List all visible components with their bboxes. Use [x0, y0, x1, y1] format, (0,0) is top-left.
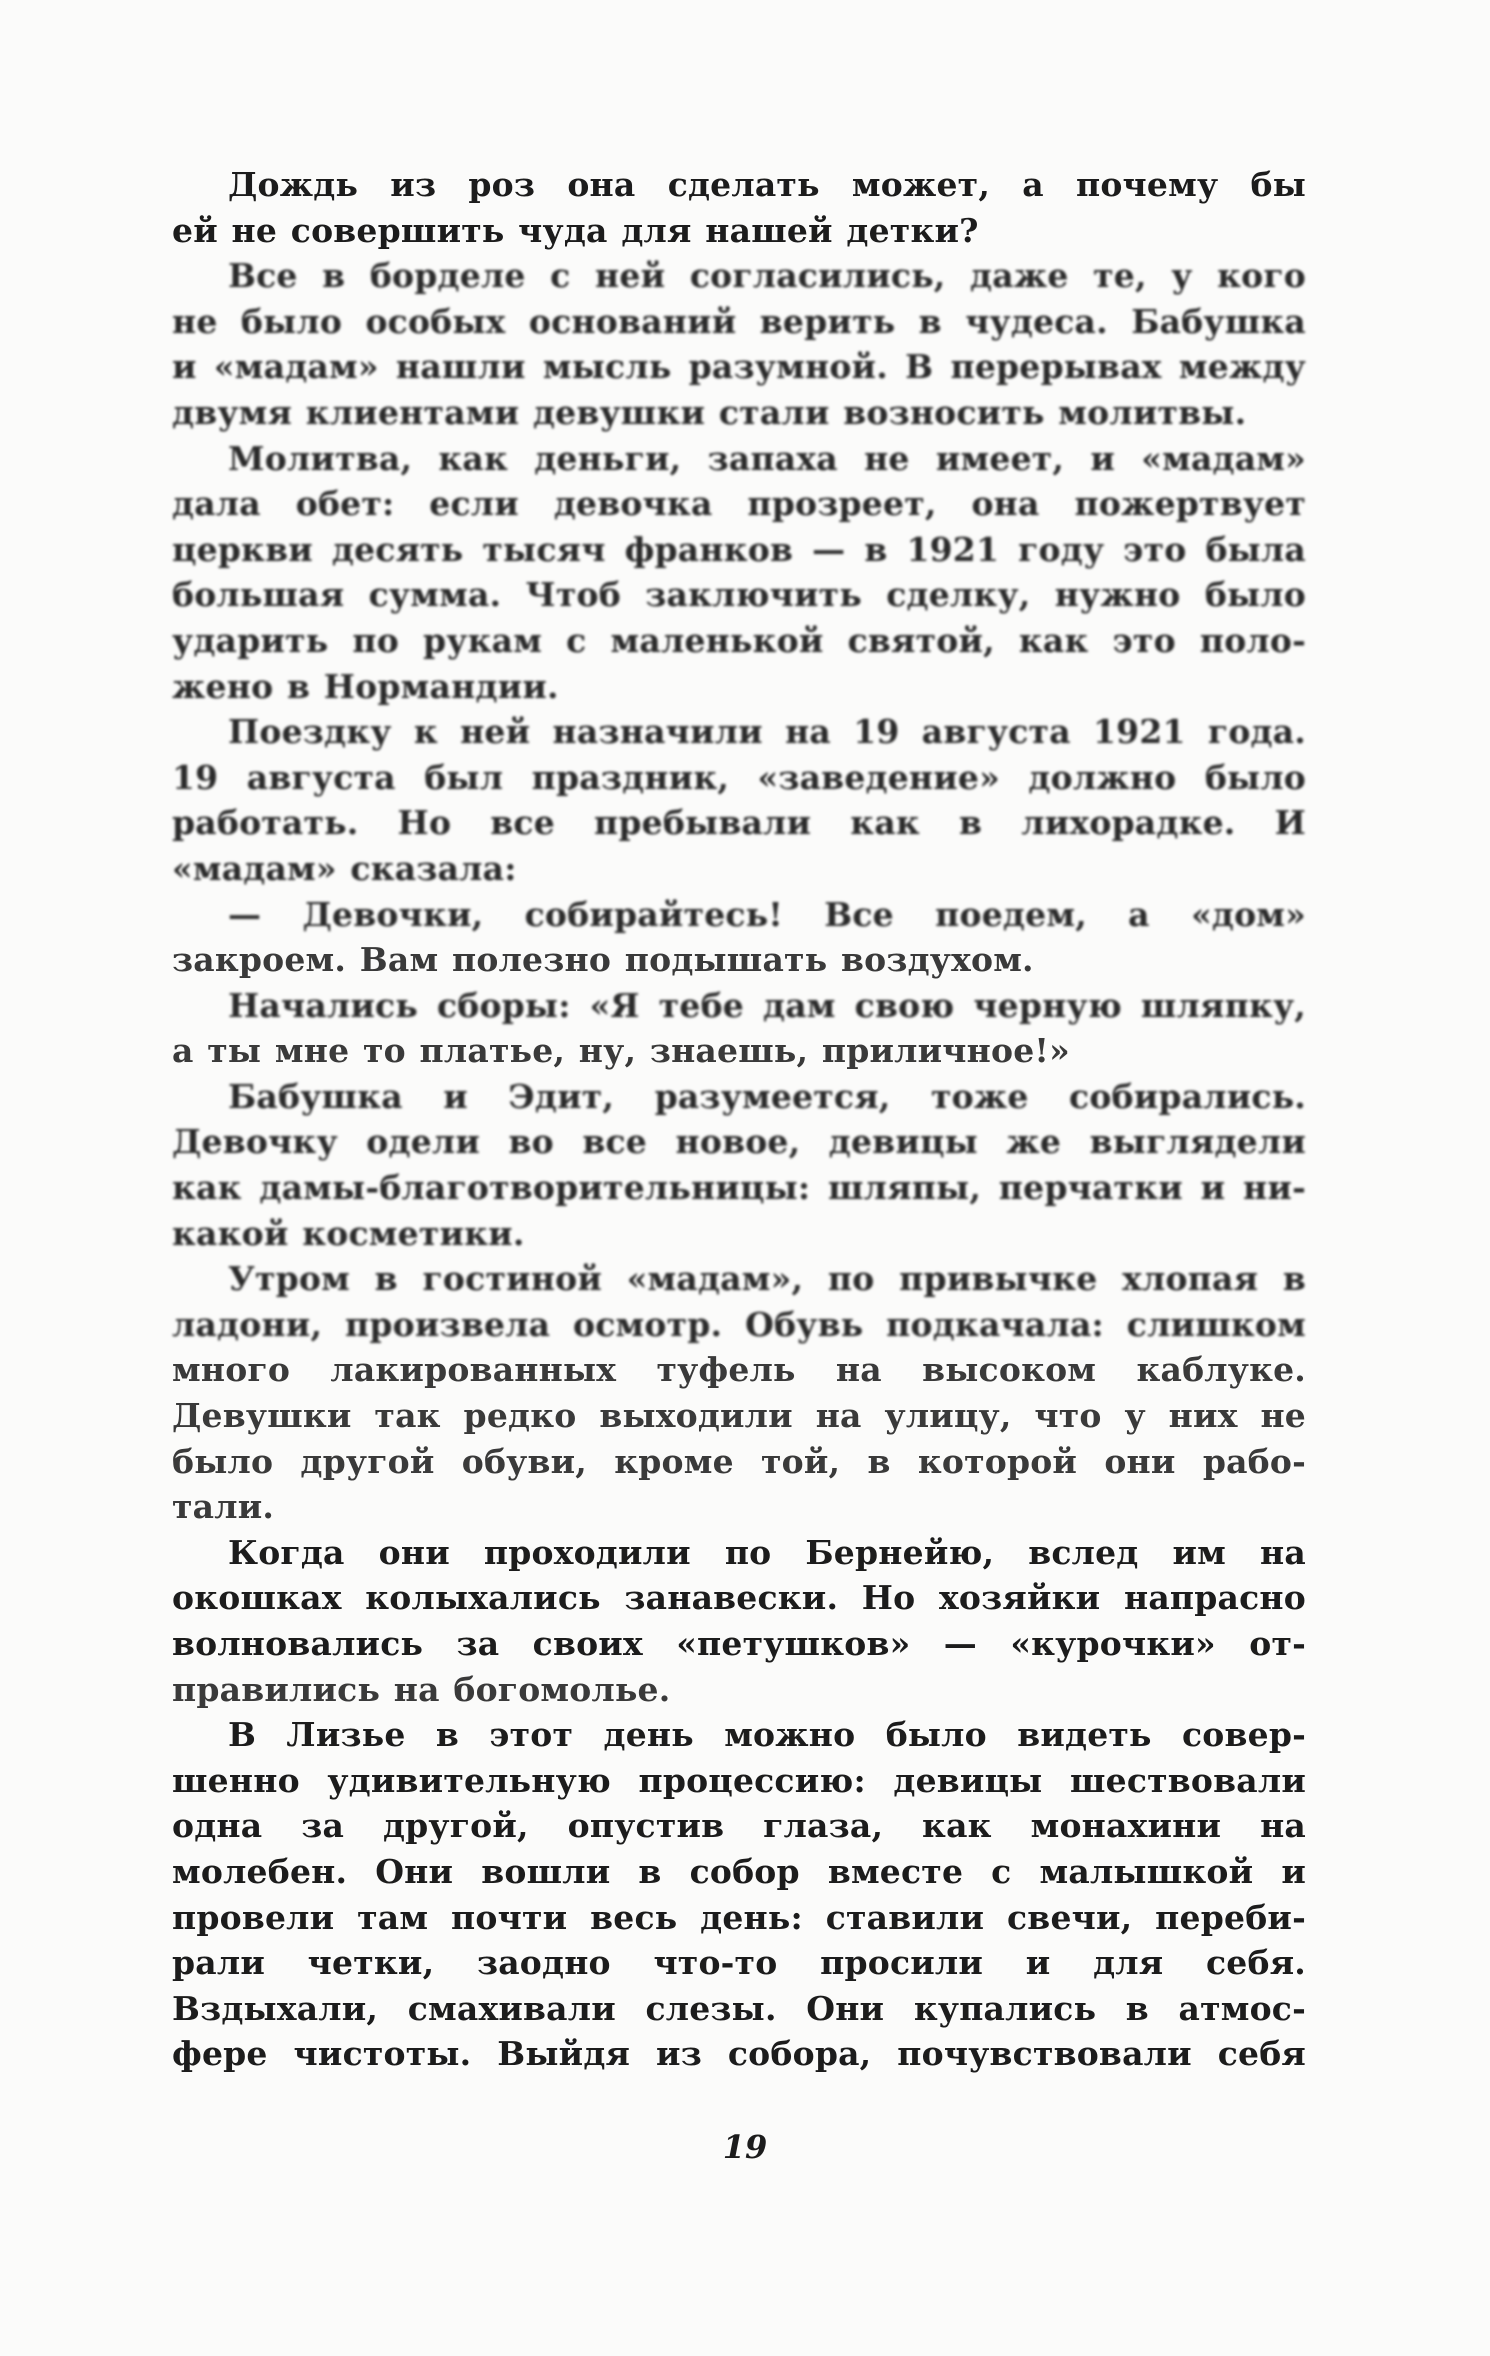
text-line: а ты мне то платье, ну, знаешь, приличное!» — [172, 1031, 1070, 1071]
text-line: 19 августа был праздник, «заведение» должно было — [172, 757, 1306, 797]
text-line: какой косметики. — [172, 1213, 525, 1253]
text-line: окошках колыхались занавески. Но хозяйки напрасно — [172, 1578, 1306, 1618]
text-line: Утром в гостиной «мадам», по привычке хлопая в — [228, 1259, 1306, 1299]
text-line: много лакированных туфель на высоком каблуке. — [172, 1350, 1306, 1390]
text-line: Дождь из роз она сделать может, а почему бы — [228, 165, 1306, 204]
text-line: и «мадам» нашли мысль разумной. В перерывах между — [172, 347, 1306, 387]
text-line: рали четки, заодно что-то просили и для себя. — [172, 1943, 1306, 1983]
text-line: Девочку одели во все новое, девицы же выглядели — [172, 1122, 1306, 1162]
text-line: было другой обуви, кроме той, в которой они рабо- — [172, 1441, 1306, 1481]
text-line: тали. — [172, 1487, 275, 1527]
text-line: «мадам» сказала: — [172, 848, 517, 888]
text-line: В Лизье в этот день можно было видеть совер- — [228, 1715, 1306, 1755]
text-line: дала обет: если девочка прозреет, она пожертвует — [172, 484, 1306, 524]
text-line: не было особых оснований верить в чудеса. Бабушка — [172, 301, 1306, 341]
text-line: жено в Нормандии. — [172, 666, 559, 706]
page-number: 19 — [722, 2128, 768, 2166]
text-line: двумя клиентами девушки стали возносить молитвы. — [172, 392, 1247, 432]
text-line: ладони, произвела осмотр. Обувь подкачала: слишком — [172, 1304, 1306, 1344]
text-line: Вздыхали, смахивали слезы. Они купались в атмос- — [172, 1988, 1306, 2028]
text-line: Бабушка и Эдит, разумеется, тоже собирались. — [228, 1076, 1306, 1116]
text-line: как дамы-благотворительницы: шляпы, перчатки и ни- — [172, 1168, 1306, 1208]
text-line: одна за другой, опустив глаза, как монахини на — [172, 1806, 1306, 1846]
text-line: церкви десять тысяч франков — в 1921 году это была — [172, 529, 1306, 569]
text-line: Когда они проходили по Бернейю, вслед им на — [228, 1532, 1306, 1572]
text-line: Все в борделе с ней согласились, даже те, у кого — [228, 256, 1306, 296]
text-line: шенно удивительную процессию: девицы шествовали — [172, 1760, 1306, 1800]
text-line: большая сумма. Чтоб заключить сделку, нужно было — [172, 575, 1306, 615]
text-line: молебен. Они вошли в собор вместе с малышкой и — [172, 1851, 1306, 1891]
text-line: закроем. Вам полезно подышать воздухом. — [172, 940, 1034, 980]
text-line: ударить по рукам с маленькой святой, как это поло- — [172, 620, 1306, 660]
text-line: — Девочки, собирайтесь! Все поедем, а «дом» — [228, 894, 1306, 934]
text-line: фере чистоты. Выйдя из собора, почувствовали себя — [172, 2034, 1306, 2074]
text-line: Начались сборы: «Я тебе дам свою черную шляпку, — [228, 985, 1306, 1025]
text-line: Молитва, как деньги, запаха не имеет, и «мадам» — [228, 438, 1306, 478]
text-line: провели там почти весь день: ставили свечи, переби- — [172, 1897, 1306, 1937]
page-text — [172, 162, 1306, 2077]
text-line: работать. Но все пребывали как в лихорадке. И — [172, 803, 1306, 843]
text-line: Поездку к ней назначили на 19 августа 1921 года. — [228, 712, 1306, 752]
text-line: Девушки так редко выходили на улицу, что у них не — [172, 1396, 1306, 1436]
text-line: правились на богомолье. — [172, 1669, 671, 1709]
text-line: волновались за своих «петушков» — «курочки» от- — [172, 1624, 1306, 1663]
text-line: ей не совершить чуда для нашей детки? — [172, 210, 979, 250]
